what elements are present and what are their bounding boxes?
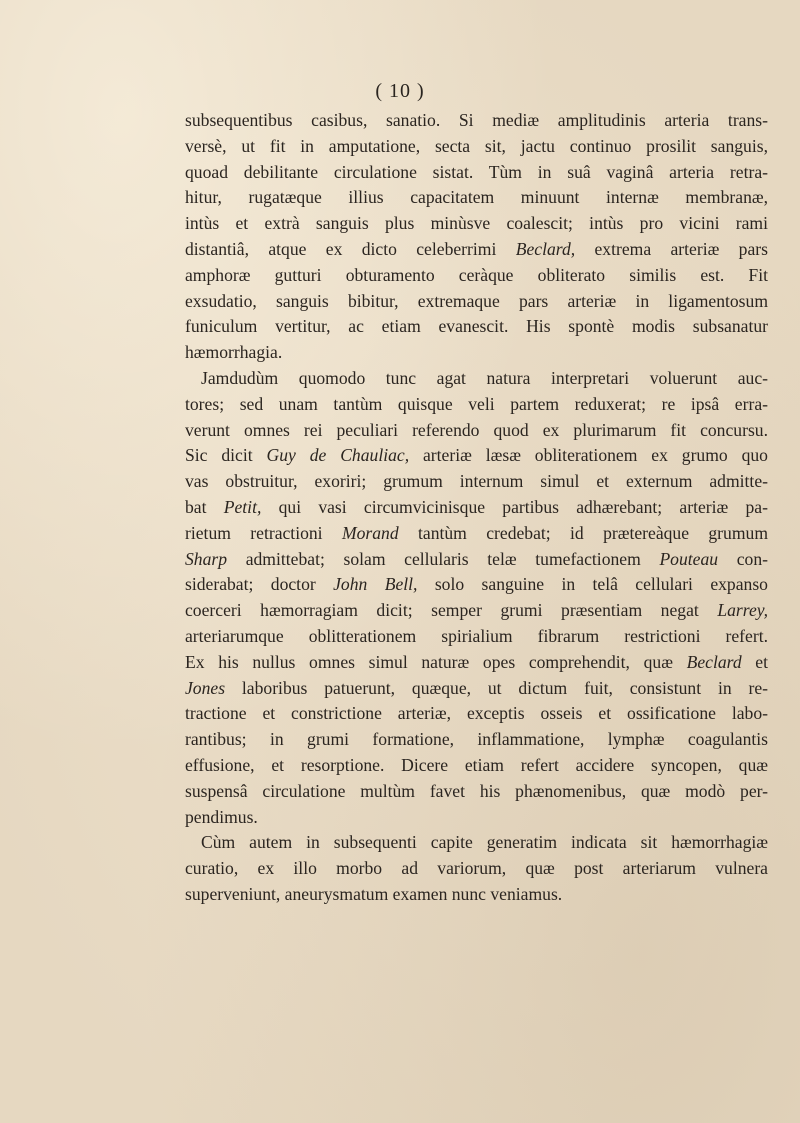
italic-name: John Bell,	[333, 574, 418, 595]
body-text	[185, 108, 768, 908]
text-line: versè, ut fit in amputatione, secta sit, jactu continuo prosilit sanguis,	[185, 135, 768, 156]
text-line: rantibus; in grumi formatione, inflammatione, lymphæ coagulantis	[185, 729, 768, 750]
text-line: subsequentibus casibus, sanatio. Si mediæ amplitudinis arteria trans-	[185, 110, 768, 130]
text-line: verunt omnes rei peculiari referendo quod ex plurimarum fit concursu.	[185, 419, 768, 440]
text-line: Jamdudùm quomodo tunc agat natura interpretari voluerunt auc-	[201, 367, 768, 388]
text-line: Ex his nullus omnes simul naturæ opes comprehendit, quæ Beclard et	[185, 651, 768, 672]
text-line: effusione, et resorptione. Dicere etiam refert accidere syncopen, quæ	[185, 754, 768, 775]
text-line: intùs et extrà sanguis plus minùsve coalescit; intùs pro vicini rami	[185, 213, 768, 234]
text-line: vas obstruitur, exoriri; grumum internum simul et externum admitte-	[185, 471, 768, 492]
text-line: bat Petit, qui vasi circumvicinisque partibus adhærebant; arteriæ pa-	[185, 496, 768, 517]
text-line: rietum retractioni Morand tantùm credebat; id prætereàque grumum	[185, 522, 769, 543]
text-line: suspensâ circulatione multùm favet his phænomenibus, quæ modò per-	[185, 780, 768, 801]
text-line: hitur, rugatæque illius capacitatem minuunt internæ membranæ,	[185, 187, 768, 208]
italic-name: Beclard	[686, 651, 742, 672]
text-line: curatio, ex illo morbo ad variorum, quæ post arteriarum vulnera	[185, 858, 768, 879]
italic-name: Guy de Chauliac,	[266, 445, 410, 466]
text-line: amphoræ gutturi obturamento ceràque obliterato similis est. Fit	[185, 264, 768, 285]
italic-name: Beclard,	[515, 238, 576, 259]
text-line: tores; sed unam tantùm quisque veli partem reduxerat; re ipsâ erra-	[185, 393, 768, 414]
text-line: distantiâ, atque ex dicto celeberrimi Beclard, extrema arteriæ pars	[185, 238, 768, 259]
text-line: funiculum vertitur, ac etiam evanescit. His spontè modis subsanatur	[185, 316, 768, 337]
text-line: arteriarumque oblitterationem spirialium fibrarum restrictioni refert.	[185, 625, 768, 646]
text-line: siderabat; doctor John Bell, solo sanguine in telâ cellulari expanso	[185, 574, 768, 595]
text-line: Sharp admittebat; solam cellularis telæ tumefactionem Pouteau con-	[185, 548, 768, 569]
italic-name: Morand	[341, 522, 399, 543]
italic-name: Petit,	[223, 496, 262, 517]
page-number: ( 10 )	[375, 80, 425, 102]
text-line: quoad debilitante circulatione sistat. Tùm in suâ vaginâ arteria retra-	[185, 161, 768, 182]
paragraph	[185, 830, 768, 907]
italic-name: Pouteau	[659, 548, 719, 569]
text-line: superveniunt, aneurysmatum examen nunc veniamus.	[185, 883, 563, 904]
text-line: pendimus.	[185, 806, 258, 827]
italic-name: Larrey,	[717, 600, 768, 621]
text-line: tractione et constrictione arteriæ, exceptis osseis et ossificatione labo-	[185, 703, 768, 724]
text-line: hæmorrhagia.	[185, 342, 283, 363]
text-line: coerceri hæmorragiam dicit; semper grumi præsentiam negat Larrey,	[185, 600, 768, 621]
text-line: Sic dicit Guy de Chauliac, arteriæ læsæ obliterationem ex grumo quo	[185, 445, 768, 466]
text-line: Jones laboribus patuerunt, quæque, ut dictum fuit, consistunt in re-	[185, 677, 768, 698]
text-line: Cùm autem in subsequenti capite generatim indicata sit hæmorrhagiæ	[201, 832, 768, 853]
paragraph	[185, 366, 768, 830]
paragraph	[185, 108, 768, 366]
italic-name: Jones	[185, 677, 226, 698]
italic-name: Sharp	[185, 548, 228, 569]
text-line: exsudatio, sanguis bibitur, extremaque pars arteriæ in ligamentosum	[185, 290, 768, 311]
